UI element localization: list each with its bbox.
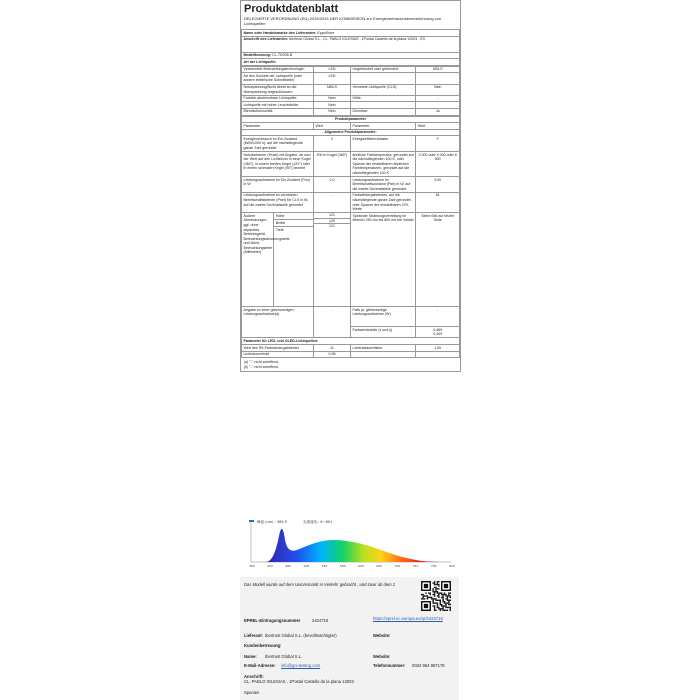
email-label: E-Mail-Adresse: xyxy=(244,663,276,668)
light-source-0-label-1: Verwendete Beleuchtungstechnologie: xyxy=(242,66,314,73)
spectrum-tick-label: 500 xyxy=(303,564,310,568)
website2-label: Website: xyxy=(373,654,391,659)
website-label: Website: xyxy=(373,633,391,638)
light-source-4-row xyxy=(242,102,460,109)
light-source-4-label-1: Lichtquelle mit hoher Leuchtdichte: xyxy=(242,102,314,109)
spectrum-tick-label: 540 xyxy=(321,564,328,568)
equiv-value: - xyxy=(313,307,350,338)
light-source-0-value-2: NDLS xyxy=(416,66,460,73)
name-label: Name: xyxy=(244,654,257,659)
product-data-sheet xyxy=(240,0,461,372)
light-source-3-label-2: Hülle: xyxy=(350,95,415,102)
dimensions-cell xyxy=(242,213,314,307)
address-label: Anschrift des Lieferanten: xyxy=(243,37,289,42)
general-param-3-label-1: Leistungsaufnahme im vernetzten Bereitschaftsbetrieb (Pnet) für CLS in W, auf die zweite Dezimalstelle gerundet xyxy=(242,192,314,212)
qr-code-icon[interactable] xyxy=(421,581,451,611)
param-header-2: Parameter xyxy=(350,123,415,130)
model-row xyxy=(242,52,460,59)
regulation-intro: DELEGIERTE VERORDNUNG (EU) 2019/2015 DER KOMMISSION zur Energieverbrauchskennzeichnung von Lichtquellen xyxy=(244,16,442,26)
general-param-3-value-1: - xyxy=(313,192,350,212)
equiv-label: Angabe zu einer gleichwertigen Leistungsaufnahme(a) xyxy=(242,307,314,338)
footnotes xyxy=(241,358,460,371)
eprel-value: 2424716 xyxy=(312,618,329,623)
spectrum-tick-label: 460 xyxy=(285,564,292,568)
led-param-0-label-2: Lebensdauerfaktor xyxy=(350,345,415,352)
spectrum-chart xyxy=(241,516,458,570)
led-param-1-row xyxy=(242,351,460,358)
light-source-2-value-1: NMLS xyxy=(313,84,350,95)
light-source-5-label-2: Dimmbar: xyxy=(350,108,415,115)
product-params-section: Produktparameter xyxy=(242,116,460,123)
value-header-1: Wert xyxy=(313,123,350,130)
light-source-section: Art der Lichtquelle: xyxy=(242,59,460,66)
general-param-0-label-2: Energieeffizienzklasse xyxy=(350,136,415,152)
dim-width-value: 129 xyxy=(314,219,350,225)
light-source-5-row xyxy=(242,108,460,115)
param-header-1: Parameter xyxy=(242,123,314,130)
spectrum-tick-label: 800 xyxy=(449,564,455,568)
light-source-table xyxy=(241,66,460,116)
light-source-4-value-2 xyxy=(416,102,460,109)
light-source-5-value-2: Ja xyxy=(416,108,460,115)
spectrum-tick-label: 580 xyxy=(339,564,346,568)
general-param-3-value-2: 81 xyxy=(416,192,460,212)
dimensions-values xyxy=(313,213,350,307)
led-param-0-row xyxy=(242,345,460,352)
equiv-power-value: - xyxy=(416,307,460,327)
light-source-2-label-1: Netzspannung/Nicht direkt an die Netzspannung angeschlossen: xyxy=(242,84,314,95)
model-value: CL-TD035-B xyxy=(272,53,293,58)
light-source-1-label-2 xyxy=(350,73,415,84)
light-source-1-row xyxy=(242,73,460,84)
led-param-0-value-2: 1,00 xyxy=(416,345,460,352)
spectrum-caption-right: 光谱曲线 : 6~601 xyxy=(303,520,333,524)
general-param-0-row xyxy=(242,136,460,152)
address-row xyxy=(242,36,460,52)
general-param-0-value-1: 2 xyxy=(313,136,350,152)
dim-width-label: Breite xyxy=(274,220,313,227)
led-param-1-label-1: Lichtstromerhalt xyxy=(242,351,314,358)
dim-depth-label: Tiefe xyxy=(275,227,284,232)
general-param-3-label-2: Farbwiedergabeindex, auf die nächstliegende ganze Zahl gerundet, oder Spanne der einstellbaren CRI-Werte xyxy=(350,192,415,212)
general-param-2-value-1: 2,0 xyxy=(313,177,350,193)
phone-label: Telefonnummer: xyxy=(373,663,406,668)
spectrum-curve xyxy=(265,529,441,562)
general-param-1-label-1: Nutzlichtstrom (Φuse) mit Angabe, ob sich der Wert auf den Lichtstrom in einer Kugel (360°), in einem breiten Kegel (120°) oder in einem schmalen Kegel (90°) bezieht xyxy=(242,152,314,177)
equiv-power-label: Falls ja, gleichwertige Leistungsaufnahme (W) xyxy=(350,307,415,327)
dim-depth-value: 121 xyxy=(328,224,335,229)
light-source-3-value-1: Nein xyxy=(313,95,350,102)
light-source-5-label-1: Blendschutzschild: xyxy=(242,108,314,115)
led-section: Parameter für LED- und OLED-Lichtquellen: xyxy=(242,338,460,345)
model-label: Modellkennung: xyxy=(243,53,272,58)
footer-panel xyxy=(240,577,459,700)
market-statement: Das Modell wurde auf dem Unionsmarkt in Verkehr gebracht , und zwar ab dem 2 xyxy=(244,582,396,587)
light-source-3-value-2: - xyxy=(416,95,460,102)
light-source-4-label-2 xyxy=(350,102,415,109)
product-params-table xyxy=(241,116,460,359)
led-param-0-value-1: 11 xyxy=(313,345,350,352)
light-source-2-value-2: Nein xyxy=(416,84,460,95)
anschrift-label: Anschrift: xyxy=(244,674,264,679)
supplier-name-label: Name oder Handelsmarke des Lieferanten: xyxy=(243,30,317,35)
general-param-1-value-2: 3 000 oder 4 000 oder 6 000 xyxy=(416,152,460,177)
spectral-value: Siehe Bild auf letzter Seite xyxy=(416,213,460,307)
eprel-link[interactable]: https://eprel.ec.europa.eu/qr/2424716 xyxy=(373,616,443,621)
value-header-2: Wert xyxy=(416,123,460,130)
general-param-1-label-2: ähnliche Farbtemperatur, gerundet auf die nächstliegenden 100 K, oder Spanne der einstellbaren ähnlichen Farbtemperaturen, gerundet auf die nächstliegenden 100 K xyxy=(350,152,415,177)
light-source-4-value-1: Nein xyxy=(313,102,350,109)
general-param-0-value-2: F xyxy=(416,136,460,152)
customer-service-label: Kundenbetreuung: xyxy=(244,643,282,648)
general-param-2-label-2: Leistungsaufnahme im Bereitschaftszustand (Psb) in W, auf die zweite Dezimalstelle gerundet xyxy=(350,177,415,193)
light-source-2-label-2: Vernetzte Lichtquelle (CLS): xyxy=(350,84,415,95)
chromaticity-value: 0,469 0,409 xyxy=(416,327,460,338)
dim-height-label: Höhe xyxy=(274,213,313,219)
spectrum-tick-label: 660 xyxy=(376,564,383,568)
light-source-0-row xyxy=(242,66,460,73)
light-source-1-value-2 xyxy=(416,73,460,84)
general-param-3-row xyxy=(242,192,460,212)
spectrum-tick-label: 620 xyxy=(358,564,364,568)
light-source-1-label-1: Art des Sockels der Lichtquelle (oder andere elektrische Schnittstelle) xyxy=(242,73,314,84)
anschrift-value: CL. PABLO IGLESIAS , 1Postal Castello de la plana 12003 xyxy=(244,679,354,684)
supplier-name-value: EppoStore xyxy=(317,30,335,35)
footnote-a: (a) "-": nicht zutreffend; xyxy=(244,360,279,365)
light-source-0-label-2: Ungebündelt oder gebündelt: xyxy=(350,66,415,73)
dim-height-value: 121 xyxy=(314,213,350,219)
general-param-1-value-1: 200 in Kugel (360°) xyxy=(313,152,350,177)
led-param-1-value-2 xyxy=(416,351,460,358)
spectrum-tick-label: 420 xyxy=(267,564,273,568)
light-source-2-row xyxy=(242,84,460,95)
supplier-table xyxy=(241,29,460,66)
name-value: Ibertrust Global S.L. xyxy=(265,654,303,659)
dimensions-label: Äußere Abmessungen, ggf. ohne separates Betriebsgerät, Beleuchtungssteuerungsteile und Nicht-Beleuchtungsteile (Millimeter) xyxy=(242,213,274,306)
light-source-3-label-1: Farblich abstimmbare Lichtquelle: xyxy=(242,95,314,102)
light-source-1-value-1: LED xyxy=(313,73,350,84)
general-param-0-label-1: Energieverbrauch im Ein-Zustand (kWh/1000 h), auf die nächstliegende ganze Zahl gerundet xyxy=(242,136,314,152)
led-param-1-label-2 xyxy=(350,351,415,358)
general-param-2-value-2: 0,00 xyxy=(416,177,460,193)
email-link[interactable]: info@gci-testing.com xyxy=(281,663,321,668)
phone-value: 0034 964 867178 xyxy=(412,663,445,668)
address-value: Ibertrust Global S.L., CL. PABLO IGLESIAS , 1Postal Castello de la plana 12003 , ES xyxy=(289,37,426,42)
chromaticity-label: Farbwertanteile (x und y) xyxy=(350,327,415,338)
light-source-5-value-1: Nein xyxy=(313,108,350,115)
spectral-label: Spektrale Strahlungsverteilung im Bereich 250 nm bis 800 nm bei Vollast xyxy=(350,213,415,307)
general-param-2-label-1: Leistungsaufnahme im Ein-Zustand (Pon) in W xyxy=(242,177,314,193)
country-value: Spanien xyxy=(244,690,260,695)
spectrum-tick-label: 740 xyxy=(412,564,419,568)
general-param-2-row xyxy=(242,177,460,193)
supplier-label: Lieferant: xyxy=(244,633,264,638)
supplier-value: Ibertrust Global S.L. (bevollmächtigter) xyxy=(265,633,337,638)
light-source-0-value-1: LED xyxy=(313,66,350,73)
led-param-0-label-1: Wert des R9-Farbwiedergabeindex xyxy=(242,345,314,352)
spectrum-tick-label: 380 xyxy=(249,564,255,568)
led-param-1-value-1: 0,98 xyxy=(313,351,350,358)
general-param-1-row xyxy=(242,152,460,177)
page-title: Produktdatenblatt xyxy=(244,3,339,15)
footnote-b: (b) "-": nicht zutreffend; xyxy=(244,364,279,369)
light-source-3-row xyxy=(242,95,460,102)
supplier-name-row xyxy=(242,30,460,37)
general-params-section: Allgemeine Produktparameter: xyxy=(242,129,460,136)
spectrum-tick-label: 700 xyxy=(394,564,401,568)
spectrum-tick-label: 780 xyxy=(430,564,437,568)
spectrum-caption-left: 峰值 (nm) : 385.9 xyxy=(257,520,287,524)
spectrum-legend-mark xyxy=(249,520,254,522)
eprel-label: EPREL-Eintragungsnummer xyxy=(244,618,301,623)
